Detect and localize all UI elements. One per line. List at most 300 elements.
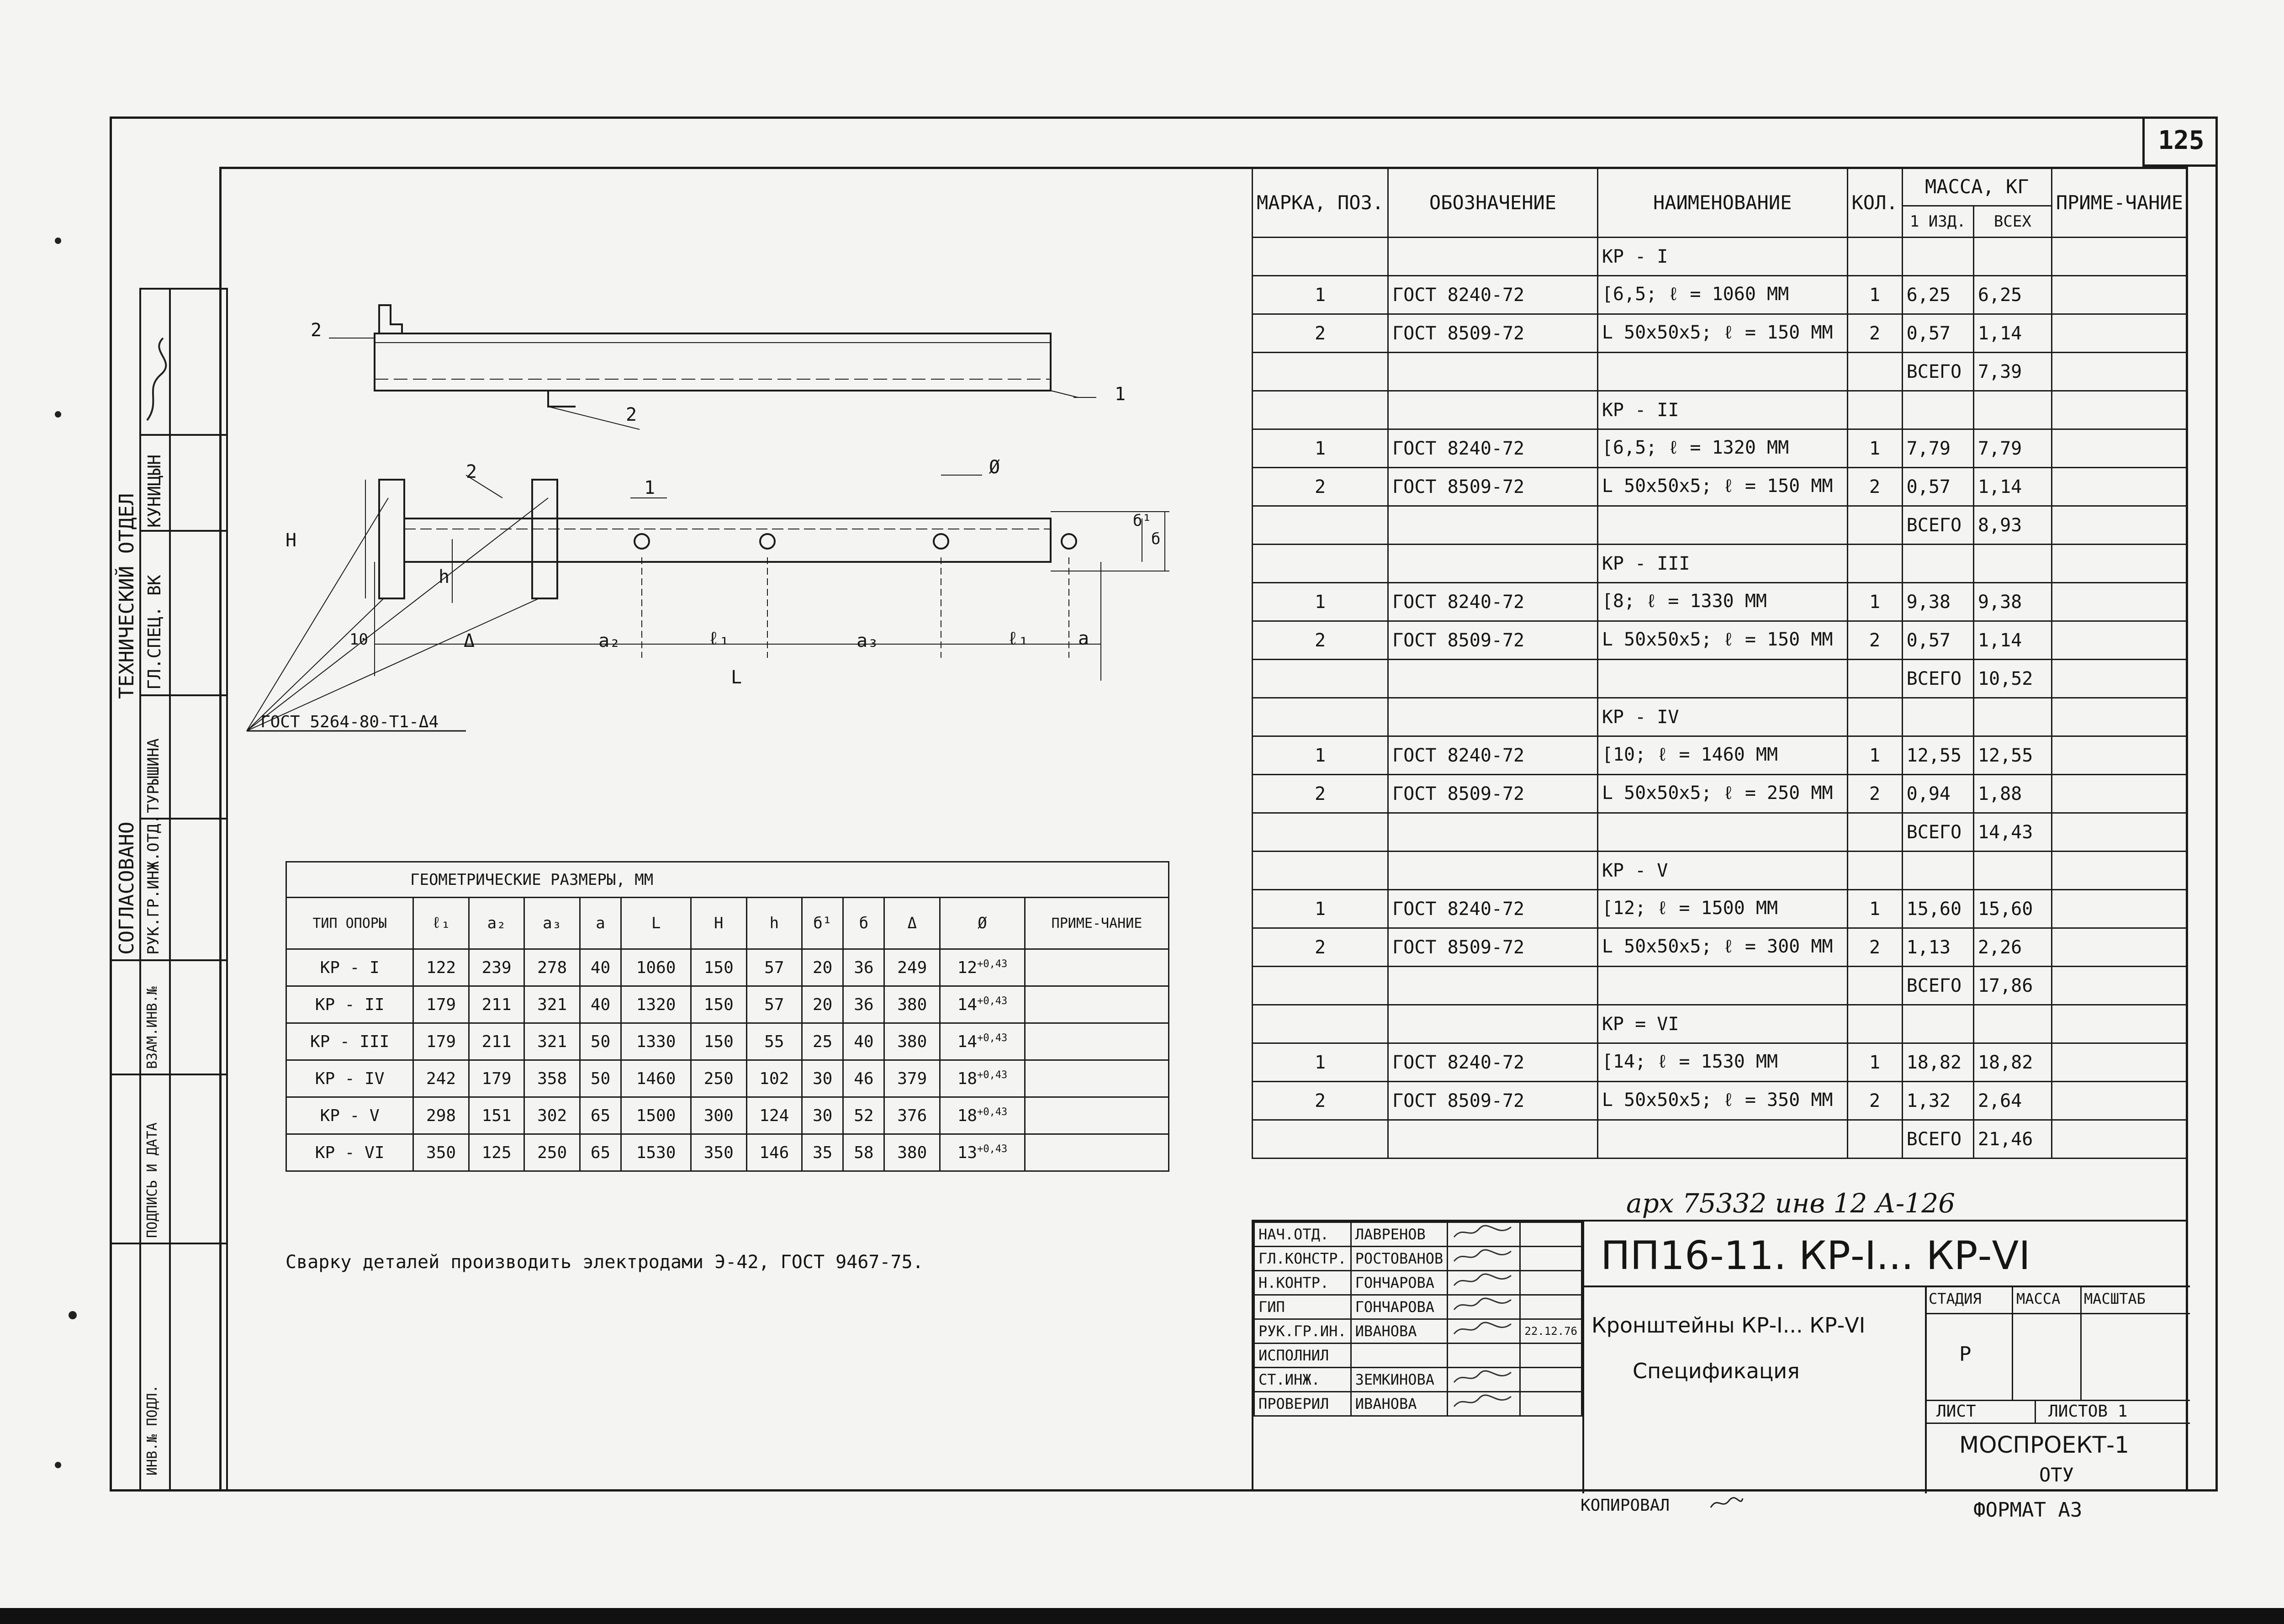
spec-cell: [2051, 698, 2187, 736]
doc-code: ПП16-11. КР-I... КР-VI: [1601, 1233, 2030, 1279]
stamp-role: ГЛ.КОНСТР.: [1254, 1247, 1351, 1271]
table-row: [286, 986, 1169, 1023]
geometry-col-header: б: [843, 898, 884, 949]
spec-group-title: КР - V: [1597, 852, 1847, 890]
signature-icon: [1452, 1223, 1516, 1242]
spec-pos: 1: [1253, 583, 1388, 621]
spec-designation: ГОСТ 8509-72: [1388, 1082, 1598, 1120]
geometry-cell: 50: [580, 1023, 621, 1060]
table-row: [1253, 1043, 2188, 1082]
spec-group-title: КР - I: [1597, 238, 1847, 276]
spec-note: [2051, 468, 2187, 506]
stamp-name: ЛАВРЕНОВ: [1351, 1222, 1448, 1247]
spec-mass-unit: 0,94: [1902, 775, 1973, 813]
spec-designation: ГОСТ 8509-72: [1388, 928, 1598, 967]
table-row: [1253, 928, 2188, 967]
spec-cell: [1973, 852, 2051, 890]
geometry-cell: 321: [524, 1023, 580, 1060]
geometry-cell: 179: [413, 1023, 469, 1060]
sheet-number: 125: [2158, 126, 2205, 155]
geometry-cell: 1530: [621, 1134, 691, 1171]
geometry-cell: 30: [802, 1060, 843, 1097]
geometry-cell: 1320: [621, 986, 691, 1023]
stamp-role: ГИП: [1254, 1295, 1351, 1319]
margin-dot: [55, 1462, 61, 1468]
callout-phi: Ø: [989, 457, 1000, 478]
stamp-people: [1253, 1222, 1582, 1417]
spec-sum-label: ВСЕГО: [1902, 967, 1973, 1005]
geometry-cell: 250: [524, 1134, 580, 1171]
stamp-date: 22.12.76: [1520, 1319, 1582, 1344]
spec-mass-total: 1,88: [1973, 775, 2051, 813]
geometry-cell: КР - II: [286, 986, 413, 1023]
geometry-cell: 122: [413, 949, 469, 986]
geometry-cell: 278: [524, 949, 580, 986]
spec-mass-unit: 15,60: [1902, 890, 1973, 928]
spec-note: [2051, 890, 2187, 928]
callout-2c: 2: [466, 461, 477, 482]
spec-cell: [2051, 660, 2187, 698]
hole-diameter: 18: [957, 1106, 978, 1125]
spec-qty: 1: [1847, 583, 1902, 621]
spec-group-title: КР - II: [1597, 391, 1847, 429]
geometry-cell: 151: [469, 1097, 524, 1134]
copied-signature-icon: [1708, 1494, 1745, 1512]
table-row: [1253, 890, 2188, 928]
spec-cell: [1253, 698, 1388, 736]
spec-designation: ГОСТ 8240-72: [1388, 276, 1598, 314]
signature-icon: [1452, 1320, 1516, 1338]
spec-h-mass-unit: 1 ИЗД.: [1902, 206, 1973, 237]
hole-tolerance: +0,43: [977, 958, 1008, 970]
stamp-date: [1520, 1247, 1582, 1271]
stamp-signature: [1448, 1344, 1520, 1368]
margin-dot: [55, 411, 61, 418]
table-row: [286, 1134, 1169, 1171]
spec-cell: [2051, 1120, 2187, 1158]
hole-tolerance: +0,43: [977, 1032, 1008, 1044]
spec-sum-label: ВСЕГО: [1902, 813, 1973, 852]
scan-edge: [0, 1608, 2284, 1624]
spec-name: L 50x50x5; ℓ = 300 ММ: [1597, 928, 1847, 967]
geometry-cell: 36: [843, 949, 884, 986]
spec-cell: [1597, 967, 1847, 1005]
geometry-cell: 211: [469, 1023, 524, 1060]
stamp-role: ИСПОЛНИЛ: [1254, 1344, 1351, 1368]
spec-mass-total: 15,60: [1973, 890, 2051, 928]
table-row: [1253, 583, 2188, 621]
sheet-label: ЛИСТ: [1936, 1402, 1976, 1421]
copied-by: КОПИРОВАЛ: [1581, 1496, 1670, 1515]
stamp-signature: [1448, 1222, 1520, 1247]
spec-cell: [1597, 1120, 1847, 1158]
table-row: [286, 1060, 1169, 1097]
spec-cell: [1902, 545, 1973, 583]
geometry-cell: 52: [843, 1097, 884, 1134]
geometry-cell: 40: [580, 986, 621, 1023]
spec-cell: [1388, 660, 1598, 698]
stamp-name: ГОНЧАРОВА: [1351, 1271, 1448, 1295]
spec-cell: [1847, 813, 1902, 852]
stamp-role: НАЧ.ОТД.: [1254, 1222, 1351, 1247]
agreed-row2: ТУРЫШИНА: [144, 738, 163, 813]
geometry-cell: 40: [580, 949, 621, 986]
spec-sum-row: [1253, 1120, 2188, 1158]
spec-qty: 1: [1847, 276, 1902, 314]
geometry-col-header: Н: [691, 898, 747, 949]
geometry-col-header: а: [580, 898, 621, 949]
inv-row2: ПОДПИСЬ И ДАТА: [144, 1122, 160, 1238]
spec-cell: [1847, 1005, 1902, 1043]
dept-row2: КУНИЦЫН: [144, 454, 164, 528]
geometry-col-header: Ø: [940, 898, 1025, 949]
spec-pos: 1: [1253, 736, 1388, 775]
spec-qty: 2: [1847, 621, 1902, 660]
geometry-cell: 380: [884, 1023, 940, 1060]
geometry-cell: КР - IV: [286, 1060, 413, 1097]
geometry-cell: [1025, 1134, 1169, 1171]
spec-cell: [1902, 698, 1973, 736]
table-row: [1253, 468, 2188, 506]
spec-pos: 2: [1253, 621, 1388, 660]
spec-sum-value: 21,46: [1973, 1120, 2051, 1158]
spec-cell: [2051, 506, 2187, 545]
stamp-date: [1520, 1295, 1582, 1319]
geometry-cell: КР - VI: [286, 1134, 413, 1171]
spec-mass-unit: 9,38: [1902, 583, 1973, 621]
spec-cell: [2051, 353, 2187, 391]
spec-name: [14; ℓ = 1530 ММ: [1597, 1043, 1847, 1082]
inv-row3: ИНВ.№ ПОДЛ.: [144, 1385, 160, 1476]
geometry-cell: 57: [746, 949, 802, 986]
spec-sum-row: [1253, 660, 2188, 698]
spec-mass-total: 9,38: [1973, 583, 2051, 621]
spec-cell: [1388, 813, 1598, 852]
stamp-signature: [1448, 1295, 1520, 1319]
geometry-cell: 124: [746, 1097, 802, 1134]
table-row: [1253, 736, 2188, 775]
spec-designation: ГОСТ 8240-72: [1388, 429, 1598, 468]
spec-cell: [1847, 238, 1902, 276]
sheets-label: ЛИСТОВ 1: [2048, 1402, 2128, 1421]
geometry-cell: 65: [580, 1134, 621, 1171]
spec-pos: 2: [1253, 314, 1388, 353]
geometry-cell: 350: [691, 1134, 747, 1171]
geometry-table: [286, 861, 1169, 1172]
org-name: МОСПРОЕКТ-1: [1959, 1432, 2129, 1458]
geometry-cell: 380: [884, 986, 940, 1023]
geometry-cell: [940, 949, 1025, 986]
spec-cell: [1597, 506, 1847, 545]
geometry-cell: 25: [802, 1023, 843, 1060]
spec-qty: 1: [1847, 429, 1902, 468]
geometry-header-row: [286, 898, 1169, 949]
geometry-col-header: h: [746, 898, 802, 949]
stamp-signature: [1448, 1271, 1520, 1295]
weld-note: ГОСТ 5264-80-Т1-Δ4: [260, 713, 439, 731]
spec-qty: 2: [1847, 775, 1902, 813]
hole-diameter: 13: [957, 1143, 978, 1162]
spec-sum-label: ВСЕГО: [1902, 660, 1973, 698]
spec-sum-row: [1253, 506, 2188, 545]
dim-delta: Δ: [464, 630, 475, 651]
geometry-cell: 40: [843, 1023, 884, 1060]
spec-sum-row: [1253, 967, 2188, 1005]
format-label: ФОРМАТ А3: [1973, 1498, 2083, 1522]
spec-note: [2051, 429, 2187, 468]
stamp-name: ГОНЧАРОВА: [1351, 1295, 1448, 1319]
spec-name: L 50x50x5; ℓ = 150 ММ: [1597, 621, 1847, 660]
spec-cell: [1847, 852, 1902, 890]
spec-cell: [1388, 353, 1598, 391]
signature-icon: [1452, 1369, 1516, 1387]
geometry-cell: [940, 986, 1025, 1023]
spec-cell: [1847, 506, 1902, 545]
stamp-signature: [1448, 1319, 1520, 1344]
spec-mass-unit: 0,57: [1902, 314, 1973, 353]
spec-note: [2051, 928, 2187, 967]
callout-b1: б¹: [1133, 512, 1152, 530]
dept-title: ТЕХНИЧЕСКИЙ ОТДЕЛ: [115, 493, 138, 699]
spec-name: [12; ℓ = 1500 ММ: [1597, 890, 1847, 928]
archive-note: арх 75332 инв 12 А-126: [1626, 1188, 1956, 1219]
geometry-cell: 102: [746, 1060, 802, 1097]
spec-h-name: НАИМЕНОВАНИЕ: [1597, 168, 1847, 238]
geometry-cell: [940, 1134, 1025, 1171]
spec-cell: [2051, 545, 2187, 583]
stamp-role: РУК.ГР.ИН.: [1254, 1319, 1351, 1344]
stage-label: СТАДИЯ: [1929, 1290, 1982, 1307]
spec-cell: [1847, 1120, 1902, 1158]
spec-note: [2051, 276, 2187, 314]
stamp-name: ЗЕМКИНОВА: [1351, 1368, 1448, 1392]
spec-qty: 2: [1847, 314, 1902, 353]
spec-name: L 50x50x5; ℓ = 150 ММ: [1597, 468, 1847, 506]
spec-cell: [1388, 1120, 1598, 1158]
geometry-cell: 36: [843, 986, 884, 1023]
geometry-col-header: б¹: [802, 898, 843, 949]
stamp-row: [1254, 1319, 1582, 1344]
spec-cell: [1597, 660, 1847, 698]
dept-row1: ГЛ.СПЕЦ. ВК: [144, 575, 164, 690]
spec-designation: ГОСТ 8509-72: [1388, 621, 1598, 660]
spec-sum-row: [1253, 813, 2188, 852]
spec-group-title-row: [1253, 1005, 2188, 1043]
spec-cell: [1902, 391, 1973, 429]
margin-dot: [69, 1311, 77, 1319]
spec-mass-total: 12,55: [1973, 736, 2051, 775]
spec-qty: 1: [1847, 1043, 1902, 1082]
spec-mass-total: 6,25: [1973, 276, 2051, 314]
geometry-cell: 250: [691, 1060, 747, 1097]
spec-cell: [1253, 353, 1388, 391]
geometry-cell: 321: [524, 986, 580, 1023]
spec-cell: [1902, 238, 1973, 276]
title-block: [1252, 1220, 2188, 1492]
spec-cell: [1973, 545, 2051, 583]
spec-mass-unit: 18,82: [1902, 1043, 1973, 1082]
spec-cell: [1253, 1005, 1388, 1043]
spec-sum-label: ВСЕГО: [1902, 1120, 1973, 1158]
geometry-cell: 298: [413, 1097, 469, 1134]
hole-diameter: 14: [957, 995, 978, 1014]
binding-strip: [110, 288, 226, 1492]
geometry-cell: [1025, 1023, 1169, 1060]
spec-cell: [1253, 852, 1388, 890]
geometry-cell: КР - I: [286, 949, 413, 986]
signature-icon: [1452, 1393, 1516, 1411]
spec-cell: [1388, 852, 1598, 890]
geometry-cell: 302: [524, 1097, 580, 1134]
spec-mass-total: 1,14: [1973, 314, 2051, 353]
geometry-col-header: а₂: [469, 898, 524, 949]
geometry-col-header: а₃: [524, 898, 580, 949]
spec-cell: [1847, 698, 1902, 736]
geometry-col-header: Δ: [884, 898, 940, 949]
geometry-col-header: L: [621, 898, 691, 949]
geometry-cell: 58: [843, 1134, 884, 1171]
spec-cell: [1253, 506, 1388, 545]
signature-icon: [1452, 1296, 1516, 1314]
spec-cell: [2051, 238, 2187, 276]
stamp-name: ИВАНОВА: [1351, 1319, 1448, 1344]
spec-cell: [1973, 238, 2051, 276]
spec-designation: ГОСТ 8509-72: [1388, 314, 1598, 353]
spec-group-title-row: [1253, 852, 2188, 890]
spec-mass-total: 7,79: [1973, 429, 2051, 468]
hole-diameter: 14: [957, 1032, 978, 1051]
spec-sum-value: 14,43: [1973, 813, 2051, 852]
spec-mass-total: 1,14: [1973, 468, 2051, 506]
geometry-cell: 125: [469, 1134, 524, 1171]
geometry-cell: 57: [746, 986, 802, 1023]
stamp-role: Н.КОНТР.: [1254, 1271, 1351, 1295]
spec-group-title: КР - III: [1597, 545, 1847, 583]
geometry-cell: [1025, 949, 1169, 986]
spec-name: [6,5; ℓ = 1320 ММ: [1597, 429, 1847, 468]
stamp-row: [1254, 1344, 1582, 1368]
spec-mass-unit: 7,79: [1902, 429, 1973, 468]
geometry-cell: 1460: [621, 1060, 691, 1097]
spec-cell: [1388, 545, 1598, 583]
spec-sum-label: ВСЕГО: [1902, 353, 1973, 391]
stamp-row: [1254, 1247, 1582, 1271]
stamp-row: [1254, 1295, 1582, 1319]
spec-designation: ГОСТ 8240-72: [1388, 890, 1598, 928]
spec-cell: [1253, 238, 1388, 276]
hole-diameter: 18: [957, 1069, 978, 1088]
table-row: [1253, 429, 2188, 468]
geometry-cell: 65: [580, 1097, 621, 1134]
signature-icon: [1452, 1272, 1516, 1290]
spec-name: L 50x50x5; ℓ = 150 ММ: [1597, 314, 1847, 353]
dept-signature-icon: [143, 333, 168, 425]
bracket-drawing: [228, 283, 1233, 763]
mass-label: МАССА: [2016, 1290, 2061, 1307]
geometry-cell: 239: [469, 949, 524, 986]
doc-name-line1: Кронштейны КР-I... КР-VI: [1591, 1313, 1866, 1338]
spec-cell: [2051, 852, 2187, 890]
spec-note: [2051, 583, 2187, 621]
spec-cell: [1973, 698, 2051, 736]
spec-pos: 2: [1253, 775, 1388, 813]
spec-mass-unit: 6,25: [1902, 276, 1973, 314]
spec-cell: [1388, 506, 1598, 545]
geometry-cell: 46: [843, 1060, 884, 1097]
stamp-date: [1520, 1368, 1582, 1392]
geometry-cell: 179: [469, 1060, 524, 1097]
stamp-date: [1520, 1344, 1582, 1368]
spec-designation: ГОСТ 8509-72: [1388, 775, 1598, 813]
spec-name: [6,5; ℓ = 1060 ММ: [1597, 276, 1847, 314]
spec-pos: 2: [1253, 928, 1388, 967]
spec-cell: [2051, 1005, 2187, 1043]
geometry-col-header: ℓ₁: [413, 898, 469, 949]
spec-designation: ГОСТ 8240-72: [1388, 583, 1598, 621]
hole-diameter: 12: [957, 958, 978, 977]
spec-cell: [1847, 545, 1902, 583]
spec-cell: [1847, 660, 1902, 698]
geometry-cell: 50: [580, 1060, 621, 1097]
table-row: [286, 1097, 1169, 1134]
spec-qty: 1: [1847, 736, 1902, 775]
geometry-cell: 20: [802, 986, 843, 1023]
spec-sum-label: ВСЕГО: [1902, 506, 1973, 545]
geometry-cell: [1025, 1097, 1169, 1134]
spec-pos: 1: [1253, 276, 1388, 314]
stamp-name: [1351, 1344, 1448, 1368]
dim-l1a: ℓ₁: [708, 628, 730, 649]
spec-mass-unit: 12,55: [1902, 736, 1973, 775]
dim-L: L: [731, 667, 742, 688]
hole-tolerance: +0,43: [977, 1106, 1008, 1118]
spec-qty: 1: [1847, 890, 1902, 928]
hole-tolerance: +0,43: [977, 995, 1008, 1007]
spec-cell: [1388, 391, 1598, 429]
stamp-role: СТ.ИНЖ.: [1254, 1368, 1351, 1392]
spec-cell: [2051, 813, 2187, 852]
org-sub: ОТУ: [2039, 1464, 2074, 1486]
geometry-cell: 1500: [621, 1097, 691, 1134]
geometry-cell: 379: [884, 1060, 940, 1097]
geometry-cell: 146: [746, 1134, 802, 1171]
spec-cell: [1253, 391, 1388, 429]
callout-2a: 2: [311, 320, 322, 341]
geometry-cell: 242: [413, 1060, 469, 1097]
spec-group-title-row: [1253, 545, 2188, 583]
geometry-cell: 150: [691, 1023, 747, 1060]
stamp-date: [1520, 1222, 1582, 1247]
spec-name: [8; ℓ = 1330 ММ: [1597, 583, 1847, 621]
geometry-col-header: ПРИМЕ-ЧАНИЕ: [1025, 898, 1169, 949]
spec-mass-total: 1,14: [1973, 621, 2051, 660]
geometry-cell: 20: [802, 949, 843, 986]
geometry-cell: [940, 1060, 1025, 1097]
spec-cell: [1388, 1005, 1598, 1043]
spec-sum-value: 8,93: [1973, 506, 2051, 545]
spec-mass-total: 2,26: [1973, 928, 2051, 967]
spec-cell: [1973, 391, 2051, 429]
hole-tolerance: +0,43: [977, 1143, 1008, 1155]
table-row: [286, 949, 1169, 986]
spec-note: [2051, 314, 2187, 353]
callout-1b: 1: [644, 477, 656, 498]
spec-h-mark: МАРКА, ПОЗ.: [1253, 168, 1388, 238]
geometry-cell: [1025, 986, 1169, 1023]
spec-sum-value: 10,52: [1973, 660, 2051, 698]
spec-cell: [1388, 238, 1598, 276]
stamp-date: [1520, 1392, 1582, 1416]
